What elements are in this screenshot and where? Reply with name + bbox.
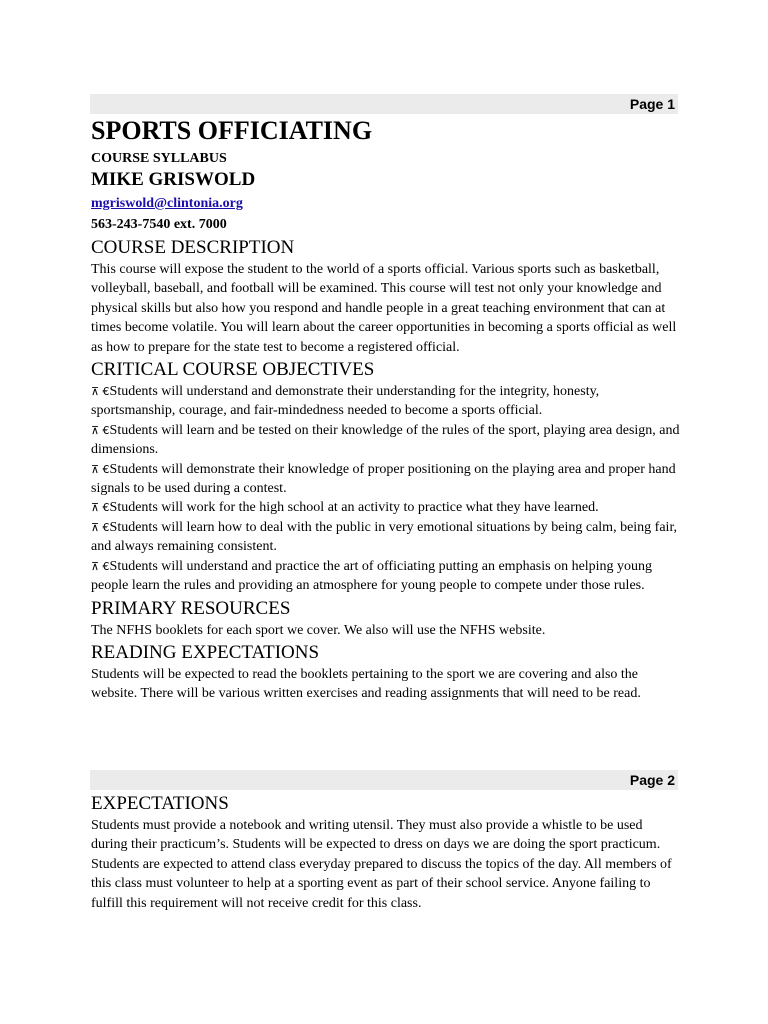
expectations-text: Students must provide a notebook and writing utensil. They must also provide a whistle to be used during their practicum’s. Students will be expected to dress on days we are doing the sport practicum. Students are expected to attend class everyday prepared to discuss the topics of the day. All members of this class must volunteer to help at a sporting event as part of their school service. Anyone failing to fulfill this requirement will not receive credit for this class. bbox=[91, 818, 672, 911]
reading-expectations-text: Students will be expected to read the booklets pertaining to the sport we are covering and also the website. There will be various written exercises and reading assignments that will need to be read. bbox=[91, 666, 641, 702]
page-1-content bbox=[91, 116, 681, 704]
list-item: ⊼ €Students will work for the high school at an activity to practice what they have learned. bbox=[91, 500, 599, 516]
reading-expectations-heading: READING EXPECTATIONS bbox=[91, 641, 320, 663]
bullet-icon: ⊼ € bbox=[91, 385, 110, 399]
list-item: ⊼ €Students will learn how to deal with the public in very emotional situations by being calm, being fair, and always remaining consistent. bbox=[91, 519, 678, 555]
bullet-icon: ⊼ € bbox=[91, 501, 110, 515]
course-description-text: This course will expose the student to the world of a sports official. Various sports such as basketball, volleyball, baseball, and football will be examined. This course will test not only your knowledge and physical skills but also how you respond and handle people in a great teaching environment that can at times become volatile. You will learn about the career opportunities in becoming a sports official as well as how to prepare for the state test to become a registered official. bbox=[91, 262, 677, 355]
objectives-list bbox=[91, 382, 681, 595]
primary-resources-heading: PRIMARY RESOURCES bbox=[91, 597, 291, 619]
document-title: SPORTS OFFICIATING bbox=[91, 116, 373, 145]
page-1-header bbox=[90, 94, 678, 114]
page-2-header bbox=[90, 770, 678, 790]
page-2-content bbox=[91, 791, 681, 913]
page-number: Page 2 bbox=[629, 772, 675, 788]
bullet-icon: ⊼ € bbox=[91, 423, 110, 437]
list-item: ⊼ €Students will understand and demonstrate their understanding for the integrity, honesty, sportsmanship, courage, and fair-mindedness needed to become a sports official. bbox=[91, 384, 600, 419]
list-item: ⊼ €Students will demonstrate their knowledge of proper positioning on the playing area and proper hand signals to be used during a contest. bbox=[91, 461, 676, 497]
instructor-name: MIKE GRISWOLD bbox=[91, 169, 256, 190]
bullet-icon: ⊼ € bbox=[91, 462, 110, 476]
bullet-icon: ⊼ € bbox=[91, 520, 110, 534]
document-subtitle: COURSE SYLLABUS bbox=[91, 151, 227, 166]
bullet-icon: ⊼ € bbox=[91, 559, 110, 573]
expectations-heading: EXPECTATIONS bbox=[91, 793, 229, 814]
course-description-heading: COURSE DESCRIPTION bbox=[91, 237, 295, 258]
page-number: Page 1 bbox=[629, 96, 675, 112]
instructor-phone: 563-243-7540 ext. 7000 bbox=[91, 217, 227, 232]
objectives-heading: CRITICAL COURSE OBJECTIVES bbox=[91, 359, 375, 381]
list-item: ⊼ €Students will learn and be tested on their knowledge of the rules of the sport, playing area design, and dimensions. bbox=[91, 422, 680, 458]
list-item: ⊼ €Students will understand and practice the art of officiating putting an emphasis on helping young people learn the rules and providing an atmosphere for young people to compete under those rules. bbox=[91, 558, 653, 594]
instructor-email-link[interactable]: mgriswold@clintonia.org bbox=[91, 196, 243, 211]
primary-resources-text: The NFHS booklets for each sport we cover. We also will use the NFHS website. bbox=[91, 622, 546, 638]
